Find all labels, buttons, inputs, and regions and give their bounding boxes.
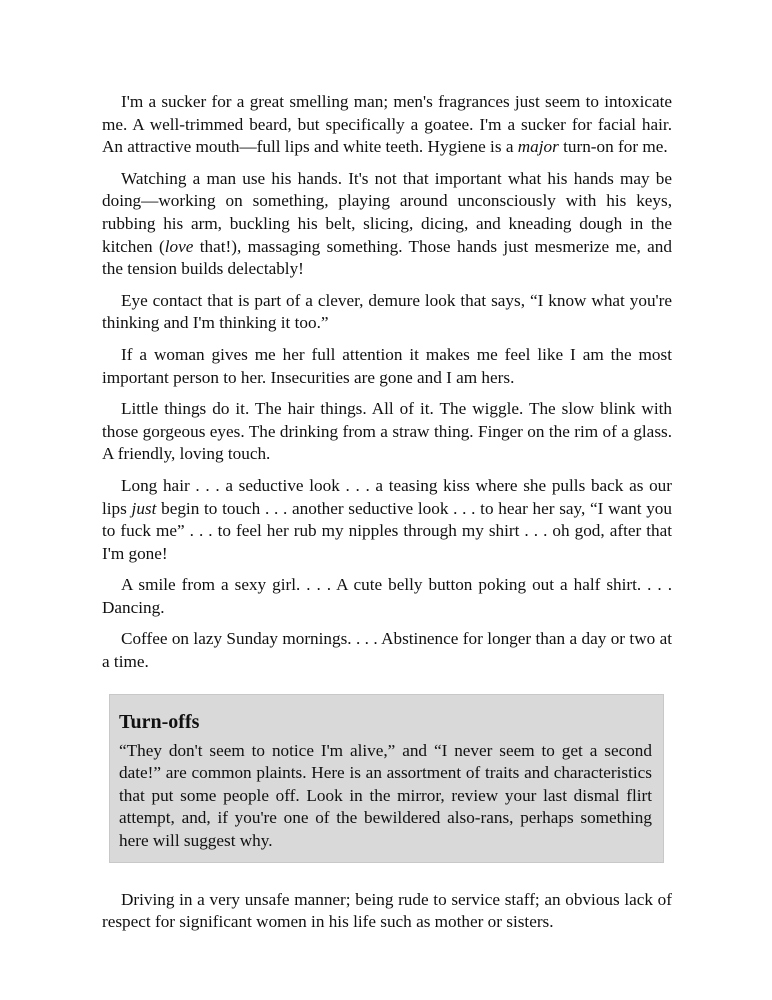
paragraph-text: begin to touch . . . another seductive look . . . to hear her say, “I want you to fuck me” . . . to feel her rub my nipples through my shirt . . . oh god, after that I'm gone! [102, 498, 672, 563]
paragraph-text: that!), massaging something. Those hands just mesmerize me, and the tension builds delectably! [102, 236, 672, 279]
paragraph-text: Little things do it. The hair things. All of it. The wiggle. The slow blink with those gorgeous eyes. The drinking from a straw thing. Finger on the rim of a glass. A friendly, loving touch. [102, 399, 672, 464]
paragraph-text: Long hair . . . a seductive look . . . a teasing kiss where she pulls back as our lips [102, 475, 672, 518]
body-paragraph [102, 574, 672, 619]
body-paragraph [102, 91, 672, 159]
body-paragraph [102, 168, 672, 281]
paragraph-text: Eye contact that is part of a clever, demure look that says, “I know what you're thinking and I'm thinking it too.” [102, 290, 672, 333]
body-paragraph [102, 290, 672, 335]
sidebar-body: “They don't seem to notice I'm alive,” and “I never seem to get a second date!” are common plaints. Here is an assortment of traits and characteristics that put some people off. Look in the mirror, review your last dismal flirt attempt, and, if you're one of the bewildered also-rans, perhaps something here will suggest why. [119, 740, 652, 851]
turn-ons-list [102, 91, 672, 674]
paragraph-text: Coffee on lazy Sunday mornings. . . . Abstinence for longer than a day or two at a time. [102, 629, 672, 672]
body-paragraph [102, 628, 672, 673]
closing-paragraph: Driving in a very unsafe manner; being rude to service staff; an obvious lack of respect for significant women in his life such as mother or sisters. [102, 889, 672, 932]
paragraph-text: If a woman gives me her full attention it makes me feel like I am the most important person to her. Insecurities are gone and I am hers. [102, 344, 672, 387]
paragraph-text: A smile from a sexy girl. . . . A cute belly button poking out a half shirt. . . . Dancing. [102, 575, 672, 617]
paragraph-text: turn-on for me. [558, 137, 668, 157]
body-paragraph [102, 398, 672, 466]
paragraph-text: Watching a man use his hands. It's not that important what his hands may be doing—working on something, playing around unconsciously with his keys, rubbing his arm, buckling his belt, slicing, dicing, and kneading dough in the kitchen ( [102, 168, 672, 256]
emphasis-text: just [131, 498, 157, 518]
emphasis-text: major [517, 137, 559, 157]
body-paragraph [102, 344, 672, 389]
body-paragraph [102, 475, 672, 565]
sidebar-title: Turn-offs [119, 710, 200, 733]
page-content [102, 91, 672, 943]
emphasis-text: love [164, 236, 194, 256]
turn-offs-sidebar [109, 694, 664, 863]
paragraph-text: I'm a sucker for a great smelling man; men's fragrances just seem to intoxicate me. A well-trimmed beard, but specifically a goatee. I'm a sucker for facial hair. An attractive mouth—full lips and white teeth. Hygiene is a [102, 92, 672, 157]
